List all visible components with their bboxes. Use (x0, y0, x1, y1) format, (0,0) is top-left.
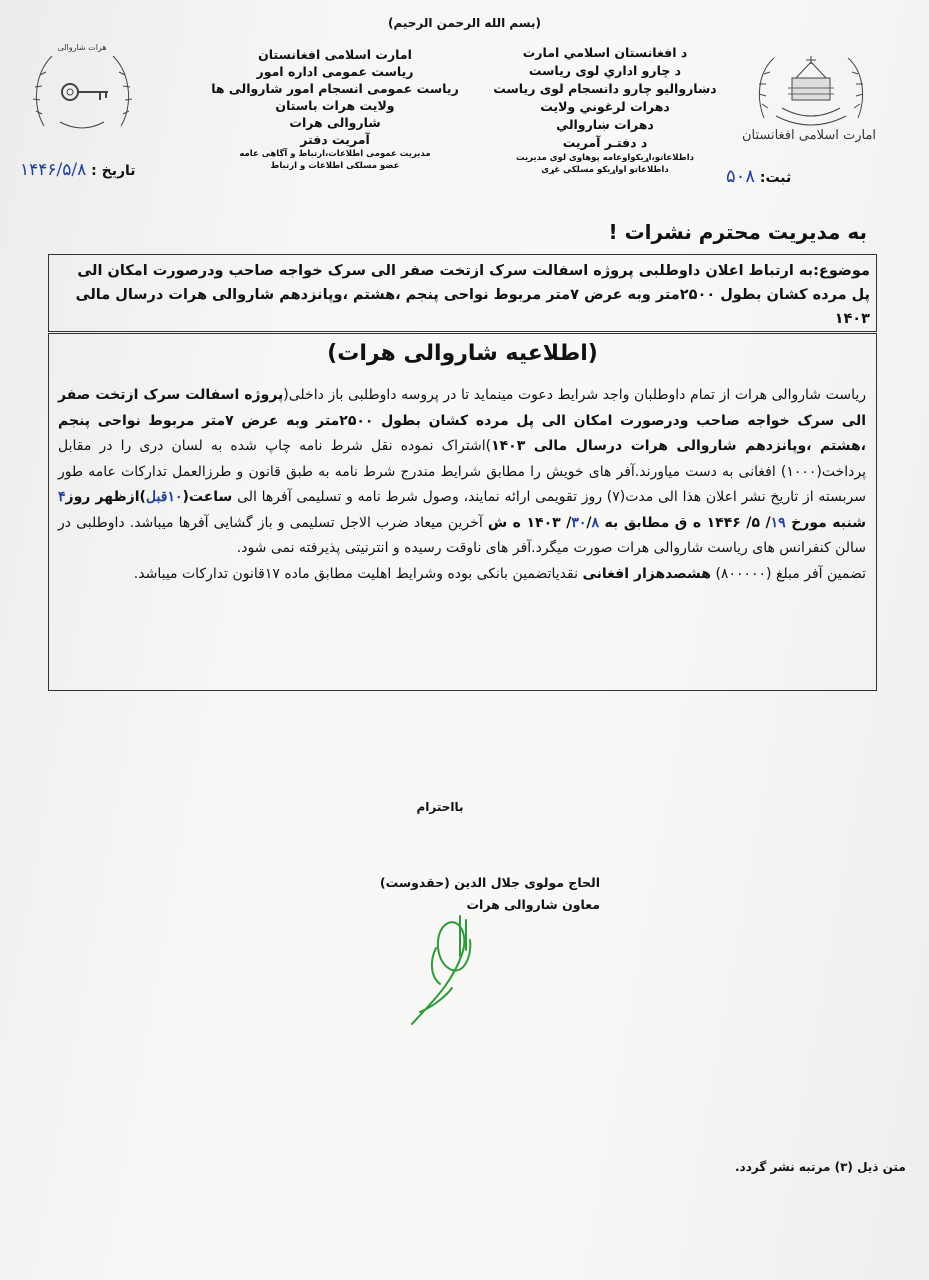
body-deadline: ساعت(۱۰قبل)ازظهر روز۴ شنبه مورخ ۱۹/ ۵/ ۱۴۴۶ ه ق مطابق به ۳۰/۸/ ۱۴۰۳ ه ش (58, 489, 866, 531)
emirate-emblem-icon (752, 48, 870, 130)
deadline-hour-label: ساعت( (182, 489, 233, 505)
notice-paragraph (58, 383, 866, 587)
subject-box (48, 254, 877, 332)
handwritten-hour: ۱۰ (167, 489, 183, 505)
handwritten-day: ۴ (58, 489, 66, 505)
registration-label: ثبت: (759, 170, 792, 186)
header-pashto-small: داطلاعاتو اواړیکو مسلکي غړی (541, 165, 669, 175)
header-pashto-line: د دفتـر آمریت (562, 135, 648, 150)
handwritten-solar-day: ۳۰ (571, 514, 587, 531)
guarantee-text: نقدیاتضمین بانکی بوده وشرایط اهلیت مطابق ماده ۱۷قانون تدارکات میباشد. (133, 565, 583, 582)
header-dari-line: ولایت هرات باستان (275, 98, 395, 113)
notice-title: (اطلاعیه شاروالی هرات) (327, 341, 598, 366)
header-dari-line: شاروالی هرات (289, 115, 381, 130)
header-pashto-line: دهرات لرغوني ولایت (540, 99, 670, 114)
header-dari-small: عضو مسلکی اطلاعات و ارتباط (270, 161, 400, 171)
header-pashto (470, 44, 740, 176)
header-pashto-line: د افغانستان اسلامي امارت (522, 45, 688, 60)
body-text: )اشتراک نموده نقل شرط نامه چاپ شده به لسان دری را در مقابل پرداخت(۱۰۰۰) افغانی به دست میاورند.آفر های خویش را مطابق شرایط مندرج شرط نامه به طبق قانون و طرزالعمل تدارکات عامه طور سربسته از تاریخ نشر اعلان هذا الی مدت(۷) روز تقویمی ارائه نمایند، وصول شرط نامه و تسلیمی آفرها الی (58, 438, 866, 505)
body-project-bold: پروژه اسفالت سرک ازتخت صفر الی سرک خواجه صاحب ودرصورت امکان الی پل مرده کشان بطول ۲۵۰۰متر وبه عرض ۷متر مربوط نواحی پنجم ،هشتم ،وپانزدهم شاروالی هرات درسال مالی ۱۴۰۳ (58, 387, 866, 454)
footnote: متن ذیل (۳) مرتبه نشر گردد. (735, 1160, 906, 1174)
header-pashto-line: دښاروالیو چارو دانسجام لوی ریاست (493, 81, 717, 96)
date-field (20, 160, 136, 180)
logo-caption: هرات شاروالی (57, 43, 107, 52)
regards: بااحترام (416, 800, 464, 814)
guarantee-text: تضمین آفر مبلغ (۸۰۰۰۰۰) (711, 565, 866, 582)
herat-municipality-logo-icon (30, 40, 135, 140)
handwritten-solar-month: ۸ (591, 514, 600, 531)
addressee: به مدیریت محترم نشرات ! (608, 220, 867, 244)
signature-icon (390, 900, 500, 1030)
header-dari-line: ریاست عمومی اداره امور (256, 64, 414, 79)
body-text: آخرین میعاد ضرب الاجل تسلیمی و باز گشایی آفرها میباشد. داوطلبی در سالن کنفرانس های ریاست شاروالی هرات صورت میگرد.آفر های ناوقت رسیده و انترنیتی پذیرفته نمی شود. (58, 514, 866, 556)
date-label: تاریخ : (91, 163, 136, 179)
header-dari-line: امارت اسلامی افغانستان (258, 47, 412, 62)
signer-title: معاون شاروالی هرات (466, 897, 600, 912)
header-dari (200, 46, 470, 172)
registration-number (726, 166, 791, 187)
deadline-noon-label: )ازظهر روز (65, 489, 146, 505)
deadline-solar-date: / ۱۴۰۳ ه ش (487, 514, 572, 531)
deadline-weekday-label: شنبه مورخ (785, 514, 866, 531)
header-dari-line: آمریت دفتر (300, 132, 370, 147)
subject-text: موضوع:به ارتباط اعلان داوطلبی پروژه اسفالت سرک ازتخت صفر الی سرک خواجه صاحب ودرصورت امکان الی پل مرده کشان بطول ۲۵۰۰متر وبه عرض ۷متر مربوط نواحی پنجم ،هشتم ،وپانزدهم شاروالی هرات درسال مالی ۱۴۰۳ (75, 263, 870, 327)
handwritten-before: قبل (145, 489, 168, 505)
header-pashto-line: دهرات ښاروالي (556, 117, 654, 132)
guarantee-amount-bold: هشصدهزار افغانی (582, 565, 711, 582)
body-text: ریاست شاروالی هرات از تمام داوطلبان واجد شرایط دعوت مینماید تا در پروسه داوطلبی باز داخلی( (283, 387, 866, 403)
emblem-caption: امارت اسلامی افغانستان (741, 128, 877, 143)
deadline-hijri-date: / ۵/ ۱۴۴۶ ه ق مطابق به (604, 514, 771, 531)
header-pashto-line: د چارو اداري لوی ریاست (528, 63, 682, 78)
signer-name: الحاج مولوی جلال الدین (حقدوست) (379, 875, 600, 890)
registration-handwritten-number: ۵۰۸ (726, 166, 756, 187)
header-dari-small: مدیریت عمومی اطلاعات،ارتباط و آگاهی عامه (239, 149, 431, 159)
handwritten-hijri-day: ۱۹ (770, 514, 786, 531)
header-dari-line: ریاست عمومی انسجام امور شاروالی ها (211, 81, 459, 96)
basmala: (بسم الله الرحمن الرحیم) (387, 16, 542, 30)
header-pashto-small: داطلاعاتو،اړیکواوعامه پوهاوی لوی مدیریت (515, 153, 695, 163)
date-handwritten-value: ۱۴۴۶/۵/۸ (20, 160, 87, 180)
